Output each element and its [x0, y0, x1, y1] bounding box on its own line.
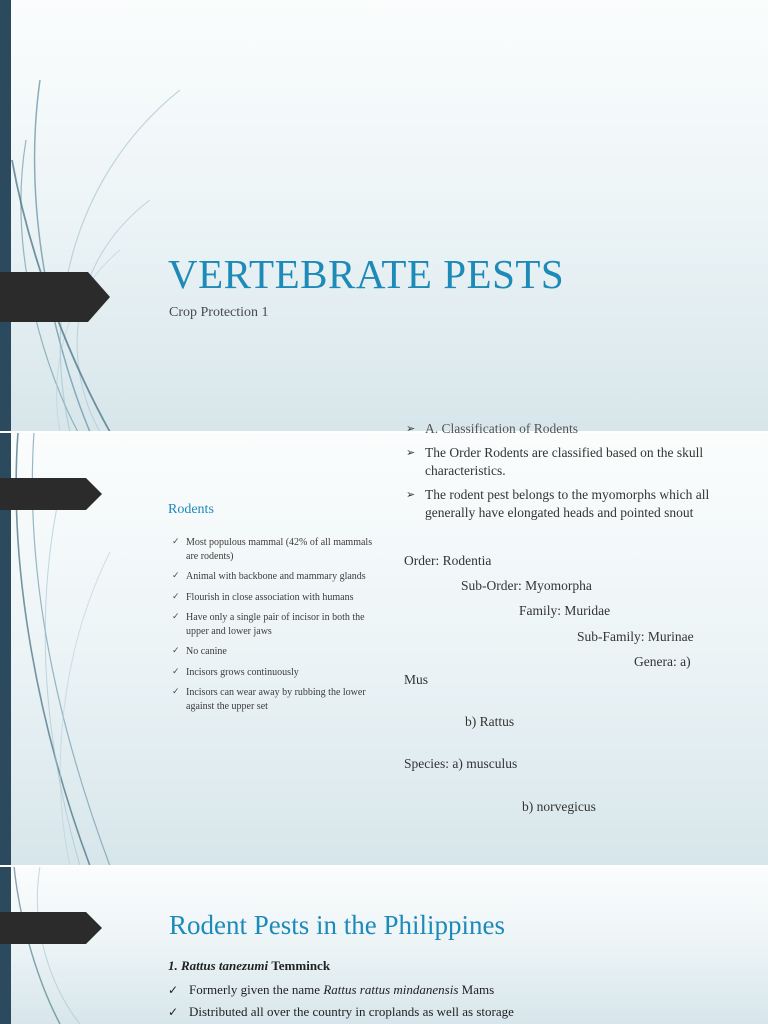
- taxonomy-species-b: b) norvegicus: [522, 799, 596, 814]
- slide-edge-bar: [0, 0, 11, 432]
- slide-title: VERTEBRATE PESTS: [168, 251, 565, 297]
- slide-subtitle: Crop Protection 1: [169, 305, 269, 320]
- species-facts-list: [168, 979, 514, 1023]
- species-heading: 1. Rattus tanezumi Temminck: [168, 958, 331, 973]
- slide-edge-bar: [0, 866, 11, 1024]
- taxonomy-subfamily: Sub-Family: Murinae: [577, 629, 694, 644]
- check-icon: ✓: [172, 537, 180, 547]
- list-item: ✓ Have only a single pair of incisor in both the upper and lower jaws: [172, 612, 365, 637]
- check-icon: ✓: [172, 612, 180, 622]
- check-icon: ✓: [168, 1005, 179, 1019]
- check-icon: ✓: [172, 646, 180, 656]
- slide-1: [0, 0, 768, 432]
- taxonomy-species: Species: a) musculus: [404, 756, 518, 771]
- slide-2: [0, 421, 768, 866]
- list-item: ✓ Incisors can wear away by rubbing the lower against the upper set: [172, 687, 366, 712]
- classification-column: [404, 420, 739, 528]
- check-icon: ✓: [172, 571, 180, 581]
- taxonomy-genera-b: b) Rattus: [465, 714, 515, 729]
- tab-arrow-icon: [0, 272, 110, 322]
- list-item: ✓ Animal with backbone and mammary glands: [172, 571, 366, 582]
- list-item: ✓ Flourish in close association with humans: [172, 591, 354, 603]
- taxonomy-suborder: Sub-Order: Myomorpha: [461, 578, 592, 593]
- arrow-bullet-icon: ➢: [406, 488, 416, 501]
- check-icon: ✓: [172, 666, 180, 677]
- list-item: ✓ Most populous mammal (42% of all mammals are rodents): [172, 537, 373, 562]
- decorative-curves: [0, 0, 768, 432]
- slide-title: Rodent Pests in the Philippines: [169, 910, 506, 940]
- slide-3: [0, 866, 768, 1024]
- rodent-facts-list: [172, 536, 384, 720]
- taxonomy-genera-a: Mus: [404, 672, 429, 687]
- arrow-bullet-icon: ➢: [406, 446, 416, 459]
- list-item: ✓ Formerly given the name Rattus rattus mindanensis Mams: [168, 979, 514, 1001]
- tab-arrow-icon: [0, 478, 102, 510]
- taxonomy-order: Order: Rodentia: [404, 553, 492, 568]
- slide-divider: [0, 865, 768, 867]
- taxonomy-family: Family: Muridae: [519, 603, 611, 618]
- list-item: ✓ No canine: [172, 646, 227, 657]
- list-item: ➢ The rodent pest belongs to the myomorphs which all generally have elongated heads and pointed snout: [406, 487, 710, 520]
- check-icon: ✓: [168, 983, 179, 997]
- check-icon: ✓: [172, 591, 180, 602]
- list-item: ➢ A. Classification of Rodents: [406, 421, 578, 436]
- taxonomy-genera: Genera: a): [634, 654, 691, 669]
- list-item: ✓ Distributed all over the country in croplands as well as storage: [168, 1001, 514, 1023]
- tab-arrow-icon: [0, 912, 102, 944]
- list-item: ✓ Incisors grows continuously: [172, 666, 299, 678]
- section-heading: Rodents: [168, 502, 214, 517]
- list-item: ➢ The Order Rodents are classified based on the skull characteristics.: [406, 445, 704, 478]
- check-icon: ✓: [172, 687, 180, 697]
- arrow-bullet-icon: ➢: [406, 422, 416, 435]
